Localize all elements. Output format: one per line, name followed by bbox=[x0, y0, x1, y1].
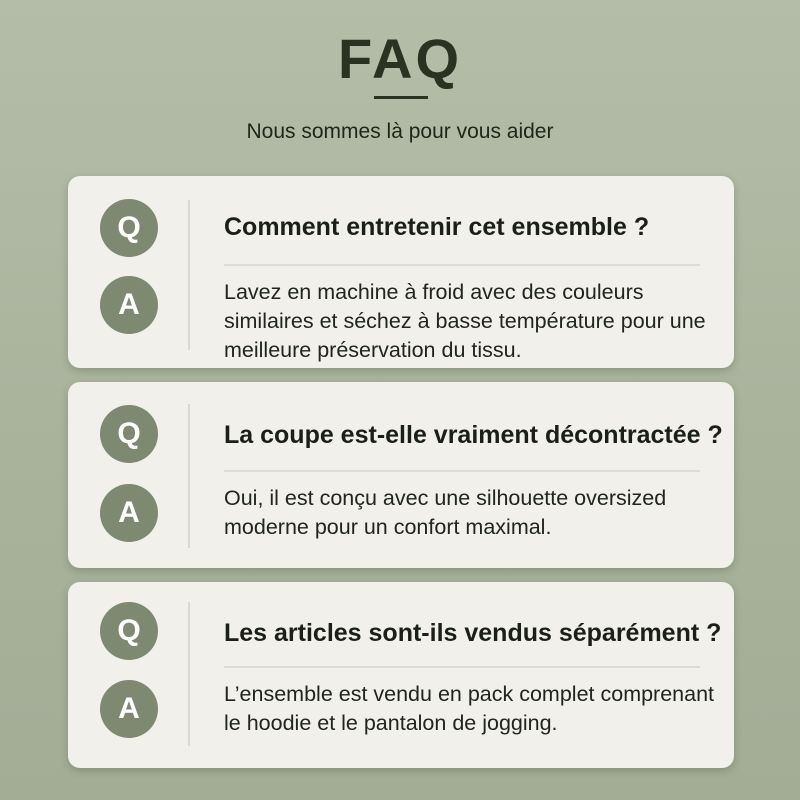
qa-divider bbox=[224, 666, 700, 668]
faq-question: La coupe est-elle vraiment décontractée ? bbox=[224, 421, 723, 449]
faq-answer: Lavez en machine à froid avec des couleurs similaires et séchez à basse température pour une meilleure préservation du tissu. bbox=[224, 280, 706, 362]
question-badge: Q bbox=[100, 602, 158, 660]
faq-card-1 bbox=[68, 176, 734, 368]
faq-question: Comment entretenir cet ensemble ? bbox=[224, 213, 650, 241]
faq-question: Les articles sont-ils vendus séparément ? bbox=[224, 619, 722, 647]
qa-divider bbox=[224, 264, 700, 266]
vertical-divider bbox=[188, 404, 190, 548]
question-badge: Q bbox=[100, 405, 158, 463]
answer-badge: A bbox=[100, 680, 158, 738]
qa-divider bbox=[224, 470, 700, 472]
question-badge: Q bbox=[100, 199, 158, 257]
faq-card-2 bbox=[68, 382, 734, 568]
faq-card-3 bbox=[68, 582, 734, 768]
faq-title: FAQ bbox=[337, 27, 463, 90]
title-underline bbox=[374, 96, 428, 99]
answer-badge: A bbox=[100, 484, 158, 542]
vertical-divider bbox=[188, 200, 190, 350]
vertical-divider bbox=[188, 602, 190, 746]
answer-badge: A bbox=[100, 276, 158, 334]
faq-answer: L’ensemble est vendu en pack complet comprenant le hoodie et le pantalon de jogging. bbox=[224, 682, 715, 735]
faq-answer: Oui, il est conçu avec une silhouette oversized moderne pour un confort maximal. bbox=[224, 486, 667, 539]
faq-subtitle: Nous sommes là pour vous aider bbox=[246, 120, 554, 143]
